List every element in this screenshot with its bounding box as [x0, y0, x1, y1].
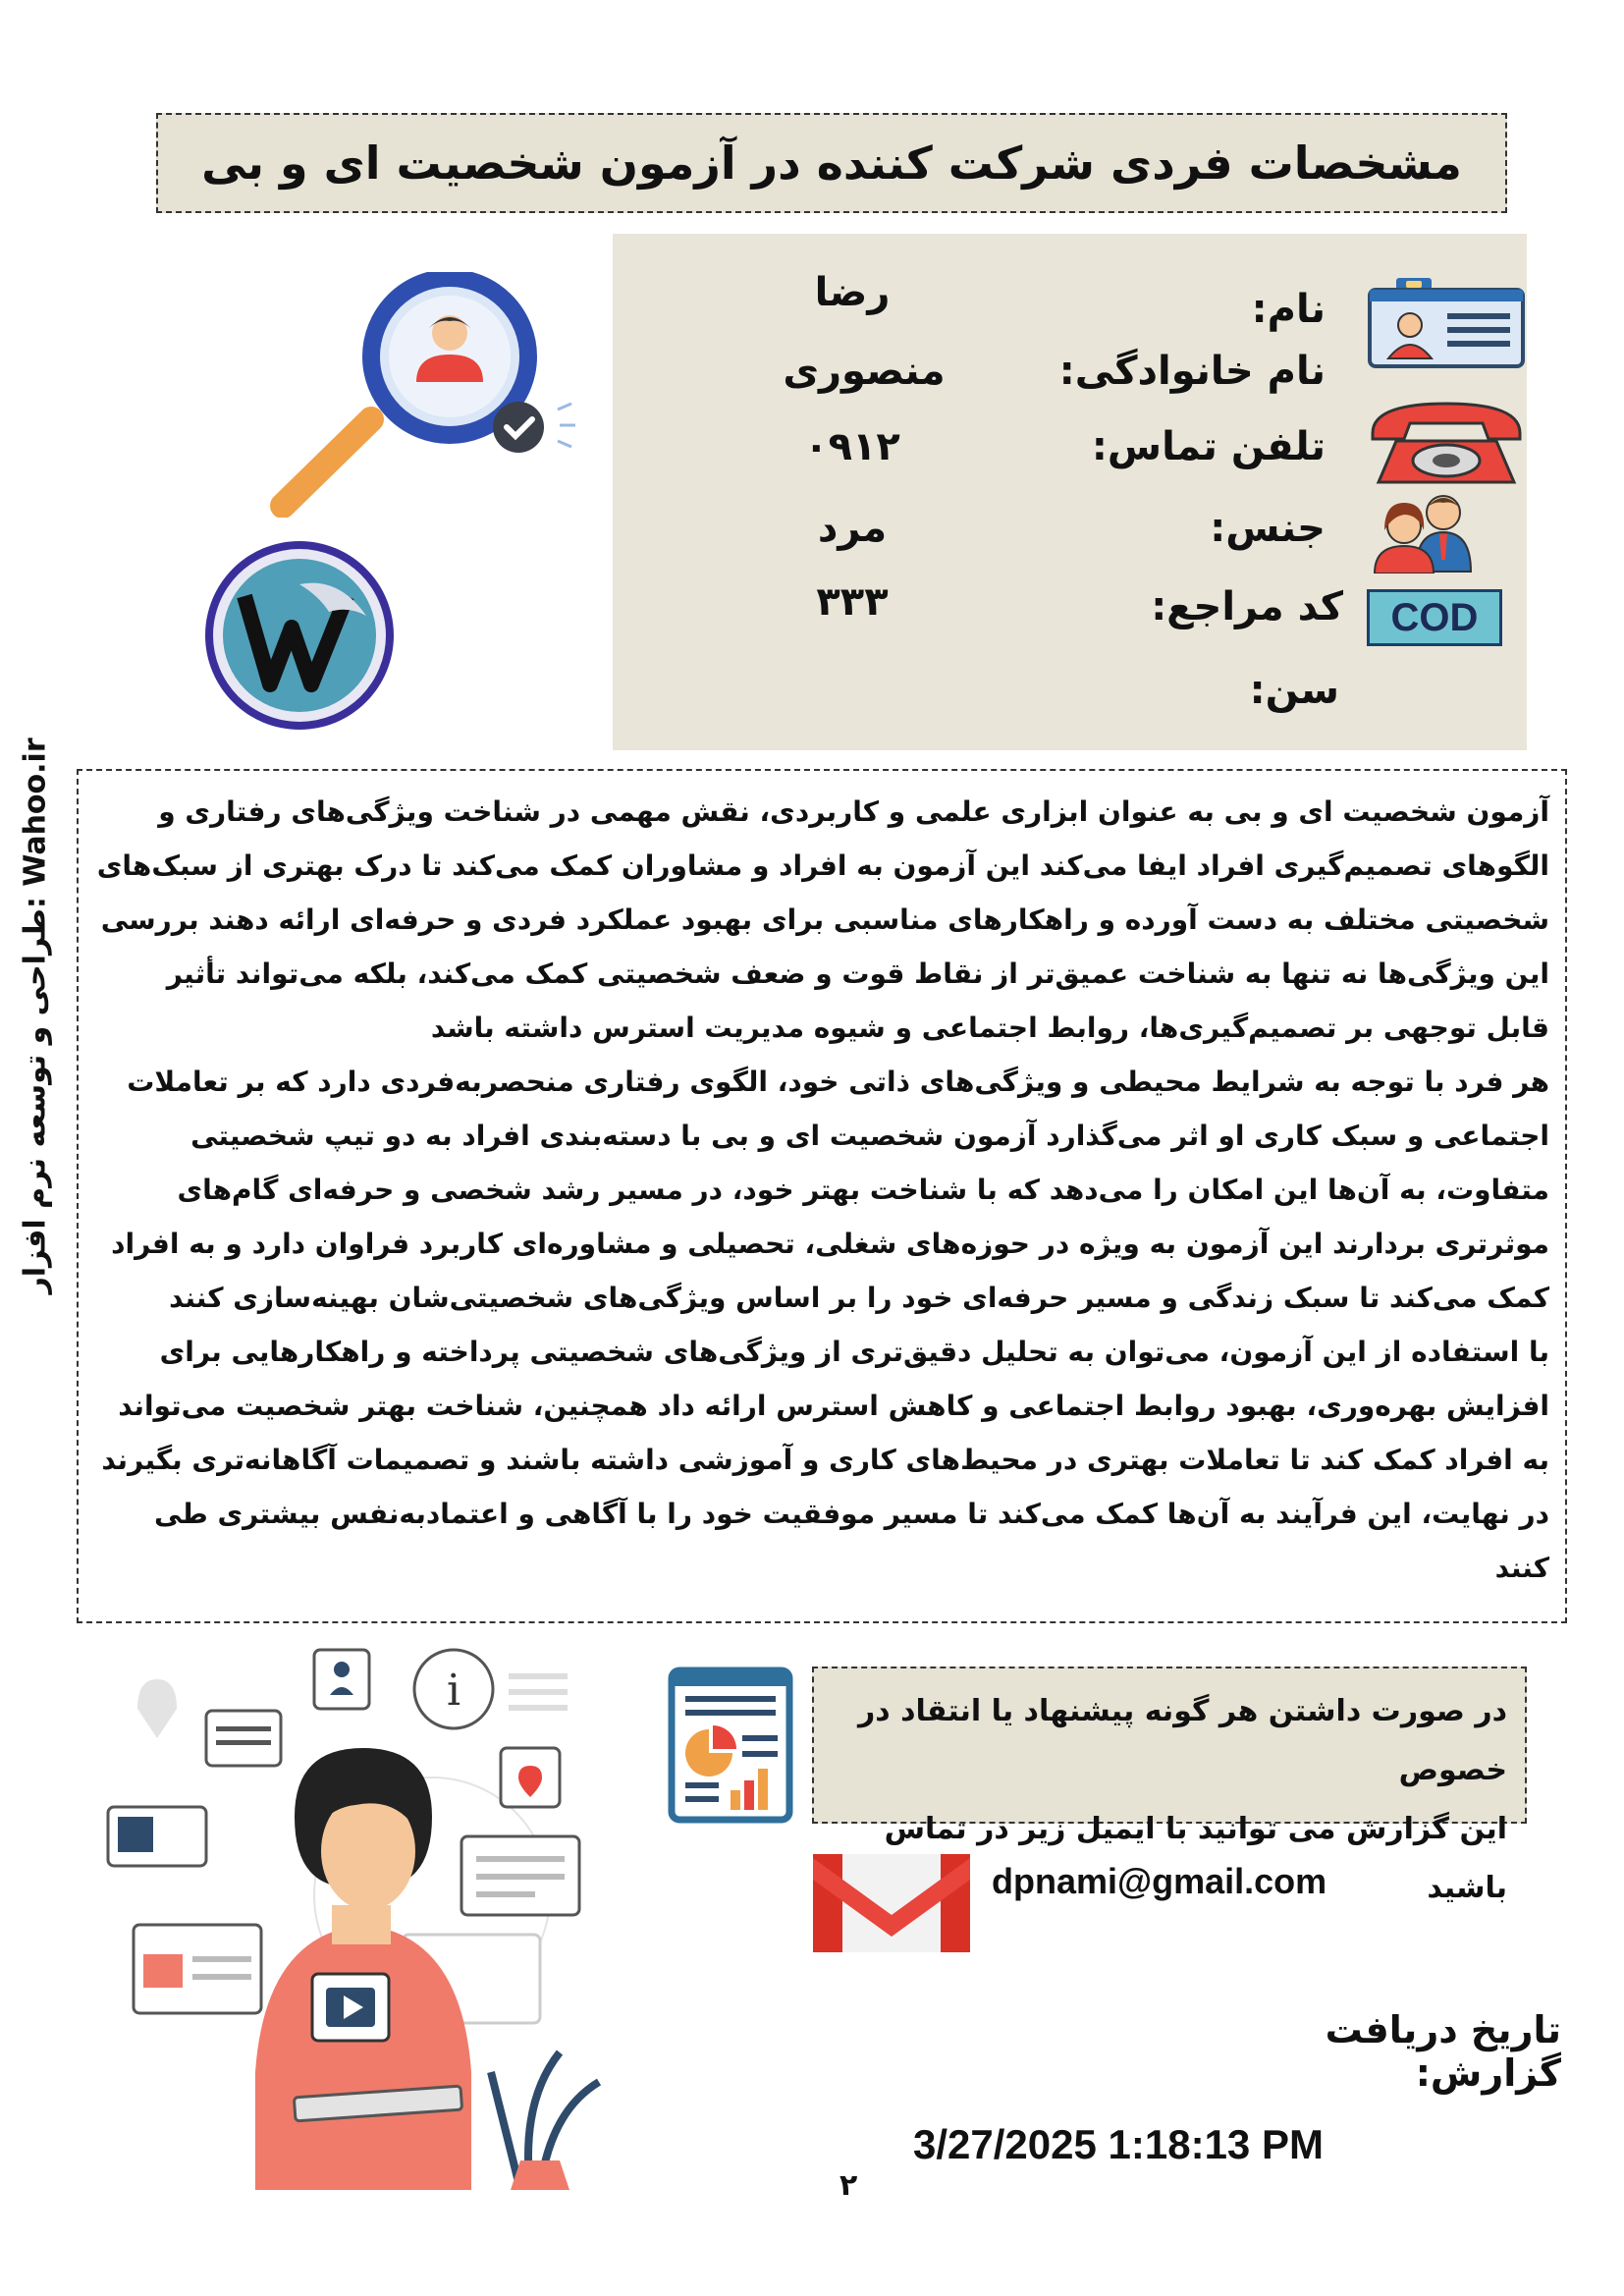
telephone-icon — [1367, 398, 1526, 486]
page-title: مشخصات فردی شرکت کننده در آزمون شخصیت ای و بی — [156, 113, 1507, 213]
contact-line-1: در صورت داشتن هر گونه پیشنهاد یا انتقاد در خصوص — [857, 1694, 1507, 1787]
code-value: ۳۳۳ — [816, 579, 889, 625]
gmail-icon — [813, 1854, 970, 1952]
family-value: منصوری — [783, 349, 946, 394]
name-value: رضا — [814, 270, 891, 315]
age-label: سن: — [1249, 668, 1339, 713]
paragraph: هر فرد با توجه به شرایط محیطی و ویژگی‌های ذاتی خود، الگوی رفتاری منحصربه‌فردی دارد که بر تعاملات اجتماعی و سبک کاری او اثر می‌گذارد آزمون شخصیت ای و بی با دسته‌بندی افراد به دو تیپ شخصیتی متفاوت، به آن‌ها این امکان را می‌دهد که با شناخت بهتر خود، در مسیر رشد شخصی و حرفه‌ای گام‌های موثرتری بردارند این آزمون به ویژه در حوزه‌های شغلی، تحصیلی و مشاوره‌ای کاربرد فراوان دارد و به افراد کمک می‌کند تا سبک زندگی و مسیر حرفه‌ای خود را بر اساس ویژگی‌های شخصیتی‌شان بهینه‌سازی کنند — [111, 1066, 1549, 1314]
contact-line-2: این گزارش می توانید با ایمیل زیر در تماس باشید — [884, 1812, 1507, 1905]
svg-text:i: i — [446, 1666, 461, 1716]
id-card-icon — [1367, 278, 1526, 368]
software-credit — [6, 738, 65, 1306]
report-chart-icon — [668, 1667, 793, 1824]
paragraph: با استفاده از این آزمون، می‌توان به تحلیل دقیق‌تری از ویژگی‌های شخصیتی پرداخته و راهکارهایی برای افزایش بهره‌وری، بهبود روابط اجتماعی و کاهش استرس ارائه داد همچنین، شناخت بهتر شخصیت می‌تواند به افراد کمک کند تا تعاملات بهتری در محیط‌های کاری و آموزشی داشته باشند و تصمیمات آگاهانه‌تری بگیرند در نهایت، این فرآیند به آن‌ها کمک می‌کند تا مسیر موفقیت خود را با آگاهی و اعتمادبه‌نفس بیشتری طی کنند — [101, 1336, 1549, 1584]
family-label: نام خانوادگی: — [1058, 349, 1326, 394]
name-label: نام: — [1251, 287, 1326, 332]
software-credit-text: طراحی و توسعه نرم افزار: Wahoo.ir — [18, 738, 53, 1294]
gender-label: جنس: — [1210, 506, 1326, 551]
page-number: ۲ — [839, 2168, 858, 2203]
wordpress-logo — [201, 537, 398, 734]
code-label: کد مراجع: — [1151, 584, 1343, 629]
gender-value: مرد — [817, 506, 888, 551]
cod-badge: COD — [1367, 589, 1502, 646]
paragraph: آزمون شخصیت ای و بی به عنوان ابزاری علمی و کاربردی، نقش مهمی در شناخت ویژگی‌های رفتاری و الگوهای تصمیم‌گیری افراد ایفا می‌کند این آزمون به افراد و مشاوران کمک می‌کند تا درک بهتری از سبک‌های شخصیتی مختلف به دست آورده و راهکارهای مناسبی برای بهبود عملکرد فردی و حرفه‌ای ارائه دهند بررسی این ویژگی‌ها نه تنها به شناخت عمیق‌تر از نقاط قوت و ضعف شخصیتی کمک می‌کند، بلکه می‌تواند تأثیر قابل توجهی بر تصمیم‌گیری‌ها، روابط اجتماعی و شیوه مدیریت استرس داشته باشد — [96, 795, 1549, 1044]
report-date-value: 3/27/2025 1:18:13 PM — [913, 2121, 1324, 2167]
couple-icon — [1367, 491, 1483, 574]
description-box — [77, 769, 1567, 1623]
magnifier-user-icon — [253, 272, 577, 518]
phone-value: ۰۹۱۲ — [804, 424, 900, 469]
person-with-tablet-illustration — [98, 1640, 648, 2190]
report-date-label: تاریخ دریافت گزارش: — [1325, 2008, 1561, 2095]
phone-label: تلفن تماس: — [1091, 424, 1326, 469]
contact-email[interactable]: dpnami@gmail.com — [992, 1861, 1327, 1901]
